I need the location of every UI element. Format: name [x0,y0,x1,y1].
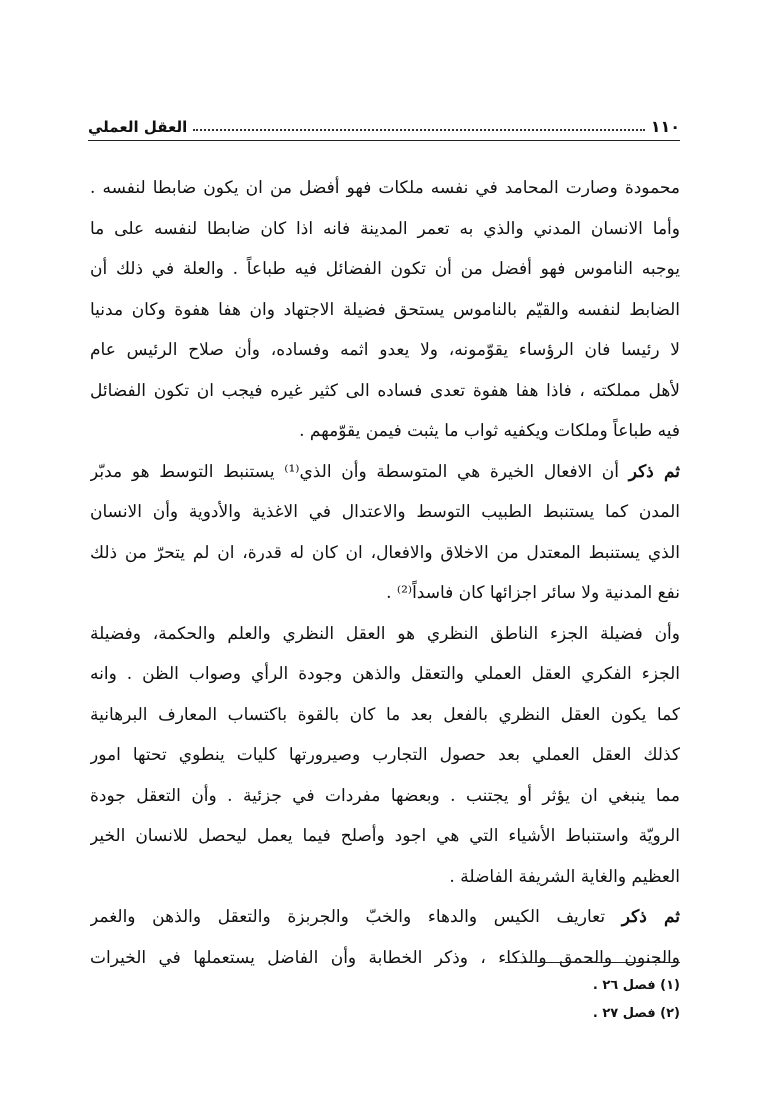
text-line: فيه طباعاً وملكات ويكفيه ثواب ما يثبت فيمن يقوّمهم . [299,421,680,441]
text-line: المدن كما يستنبط الطبيب التوسط والاعتدال في الاغذية والأدوية وأن الانسان [90,502,680,522]
text-line: نفع المدنية ولا سائر اجزائها كان فاسداً⁽²⁾ . [386,583,680,603]
text-line: الذي يستنبط المعتدل من الاخلاق والافعال، ان كان له قدرة، ان لم يتحرّ من ذلك [90,542,680,563]
text-line-rest: أن الافعال الخيرة هي المتوسطة وأن الذي⁽¹⁾ يستنبط التوسط هو مدبّر [90,461,619,482]
bold-lead-phrase: ثم ذكر [621,907,680,927]
text-line-with-bold-lead [90,452,680,493]
page-number: ١١٠ [650,117,680,136]
text-line: لا رئيسا فان الرؤساء يقوّمونه، ولا يعدو اثمه وفساده، وأن صلاح الرئيس عام [90,340,680,360]
text-line: وأما الانسان المدني والذي به تعمر المدينة فانه اذا كان ضابطا لنفسه على ما [90,218,680,239]
text-line: كذلك العقل العملي بعد حصول التجارب وصيرورتها كليات ينطوي تحتها امور [90,745,680,765]
text-line: وأن فضيلة الجزء الناطق النظري هو العقل النظري والعلم والحكمة، وفضيلة [90,623,680,644]
text-line: كما يكون العقل النظري بالفعل بعد ما كان بالقوة باكتساب المعارف البرهانية [90,704,680,725]
running-title: العقل العملي [88,118,188,136]
text-line: محمودة وصارت المحامد في نفسه ملكات فهو أفضل من ان يكون ضابطا لنفسه . [90,178,680,198]
body-text [90,168,680,978]
text-line: الجزء الفكري العقل العملي والتعقل والذهن وجودة الرأي وصواب الظن . وانه [90,664,680,684]
footnotes [380,972,680,1028]
footnote-2: (٢) فصل ٢٧ . [592,1006,680,1021]
text-line-rest: تعاريف الكيس والدهاء والخبّ والجربزة والتعقل والذهن والغمر [90,907,606,927]
text-line: يوجبه الناموس فهو أفضل من أن تكون الفضائل فيه طباعاً . والعلة في ذلك أن [90,259,680,279]
text-line: مما ينبغي ان يؤثر أو يجتنب . وبعضها مفردات في جزئية . وأن التعقل جودة [90,785,680,806]
text-line: والجنون والحمق والذكاء ، وذكر الخطابة وأن الفاضل يستعملها في الخيرات [90,947,680,968]
text-line: العظيم والغاية الشريفة الفاضلة . [449,866,680,887]
leader-dots [193,129,644,131]
footnote-1: (١) فصل ٢٦ . [592,978,680,993]
running-header [88,112,680,141]
text-line: الضابط لنفسه والقيّم بالناموس يستحق فضيلة الاجتهاد وان هفا هفوة وكان مدنيا [90,299,680,320]
text-line-with-bold-lead [90,897,680,938]
bold-lead-phrase: ثم ذكر [628,461,680,482]
text-line: الرويّة واستنباط الأشياء التي هي اجود وأصلح فيما يعمل ليحصل للانسان الخير [90,826,680,846]
footnote-separator [505,962,680,963]
text-line: لأهل مملكته ، فاذا هفا هفوة تعدى فساده الى كثير غيره فيجب ان تكون الفضائل [90,380,680,401]
